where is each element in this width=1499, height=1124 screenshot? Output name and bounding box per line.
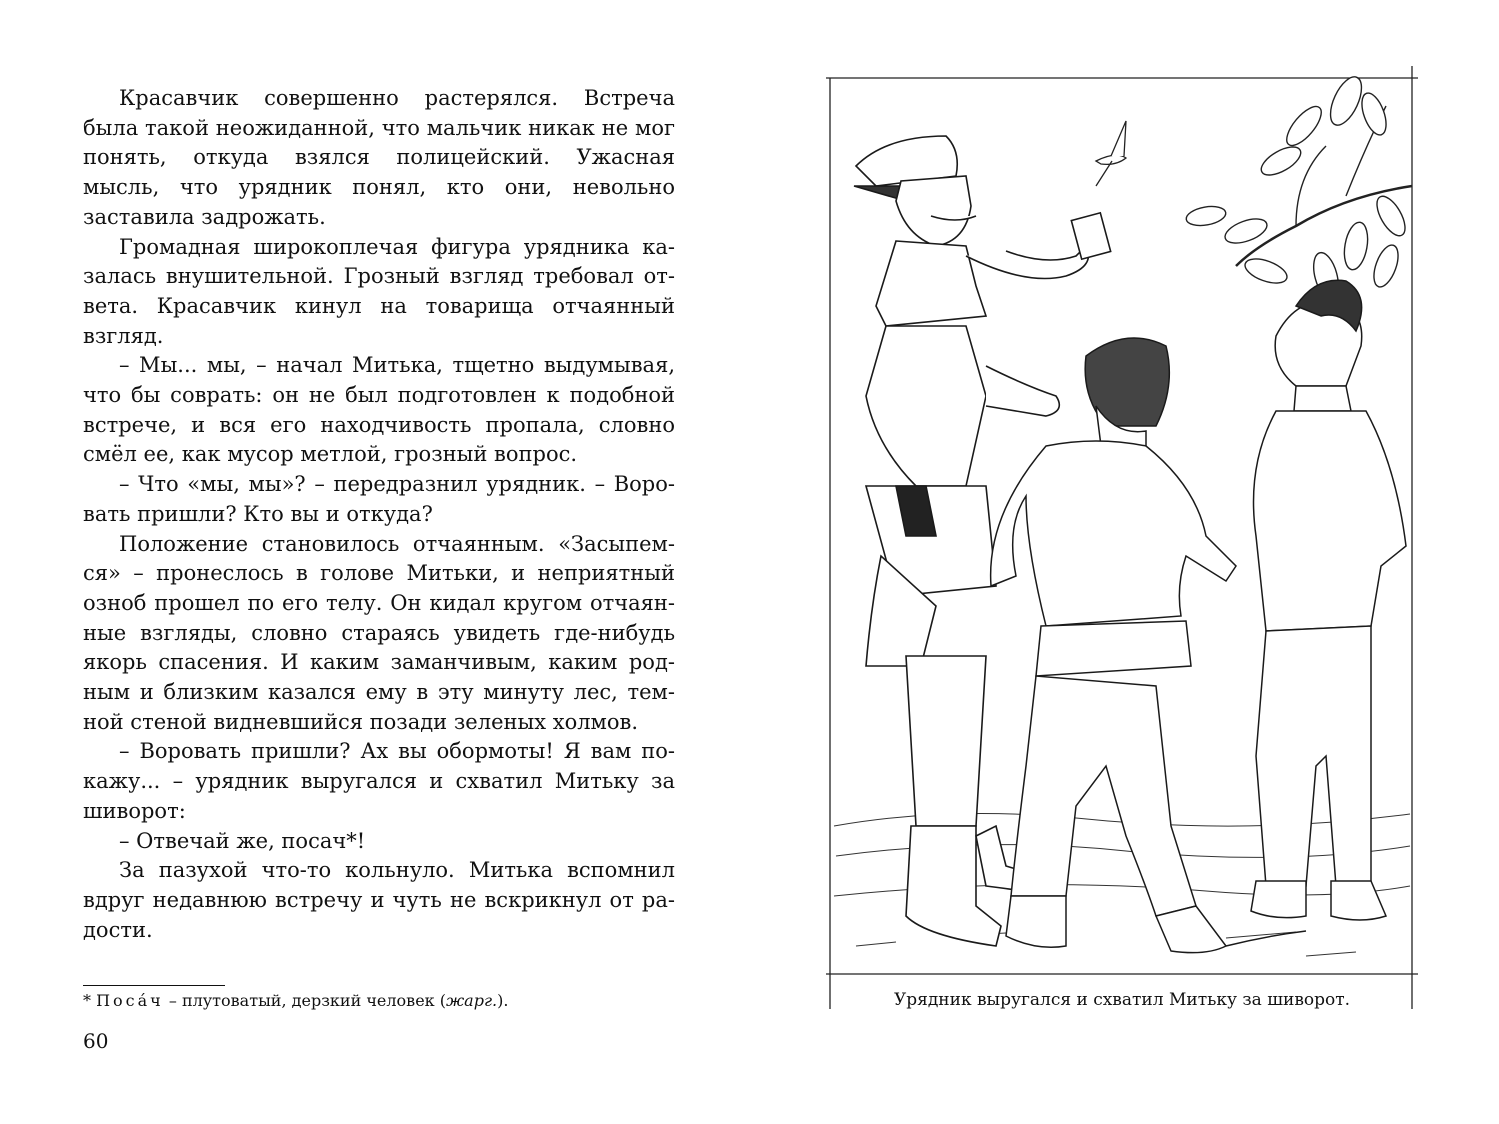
branch-with-leaves — [1185, 72, 1412, 302]
grabbed-boy-figure — [991, 338, 1236, 953]
footnote-close: ). — [497, 991, 509, 1010]
page-number: 60 — [83, 1029, 109, 1053]
paragraph: – Отвечай же, посач*! — [119, 828, 366, 853]
footnote-term: Поса́ч — [96, 991, 164, 1010]
paragraph: За пазухой что-то кольнуло. Митька вспомнил вдруг недавнюю встречу и чуть не вскрикнул от радости. — [83, 858, 675, 942]
bird — [1096, 121, 1126, 186]
footnote-definition: – плутоватый, дерзкий человек ( — [163, 991, 446, 1010]
standing-boy-figure — [1226, 280, 1406, 946]
footnote-divider — [83, 985, 225, 986]
footnote-abbreviation: жарг. — [445, 991, 498, 1010]
paragraph: Положение становилось отчаянным. «Засыпемся» – пронеслось в голове Митьки, и неприятный озноб прошел по его телу. Он кидал кругом отчаянные взгляды, словно стараясь увидеть где-нибудь якорь спасения. И каким заманчивым, каким родным и близким казался ему в эту минуту лес, темной стеной видневшийся позади зеленых холмов. — [83, 531, 675, 734]
paragraph: Красавчик совершенно растерялся. Встреча была такой неожиданной, что мальчик никак не мог понять, откуда взялся полицейский. Ужасная мысль, что урядник понял, кто они, невольно заставила задрожать. — [83, 86, 675, 229]
text-column — [83, 84, 675, 945]
footnote — [83, 991, 683, 1011]
paragraph: – Что «мы, мы»? – передразнил урядник. – Воровать пришли? Кто вы и откуда? — [83, 472, 675, 526]
illustration — [826, 66, 1418, 1009]
paragraph: – Мы... мы, – начал Митька, тщетно выдумывая, что бы соврать: он не был подготовлен к подобной встрече, и вся его находчивость пропала, словно смёл ее, как мусор метлой, грозный вопрос. — [83, 353, 675, 467]
paragraph: Громадная широкоплечая фигура урядника казалась внушительной. Грозный взгляд требовал ответа. Красавчик кинул на товарища отчаянный взгляд. — [83, 234, 675, 348]
illustration-caption: Урядник выругался и схватил Митьку за шиворот. — [893, 990, 1351, 1010]
footnote-marker: * — [83, 991, 97, 1010]
paragraph: – Воровать пришли? Ах вы обормоты! Я вам покажу... – урядник выругался и схватил Митьку за шиворот: — [83, 739, 675, 823]
